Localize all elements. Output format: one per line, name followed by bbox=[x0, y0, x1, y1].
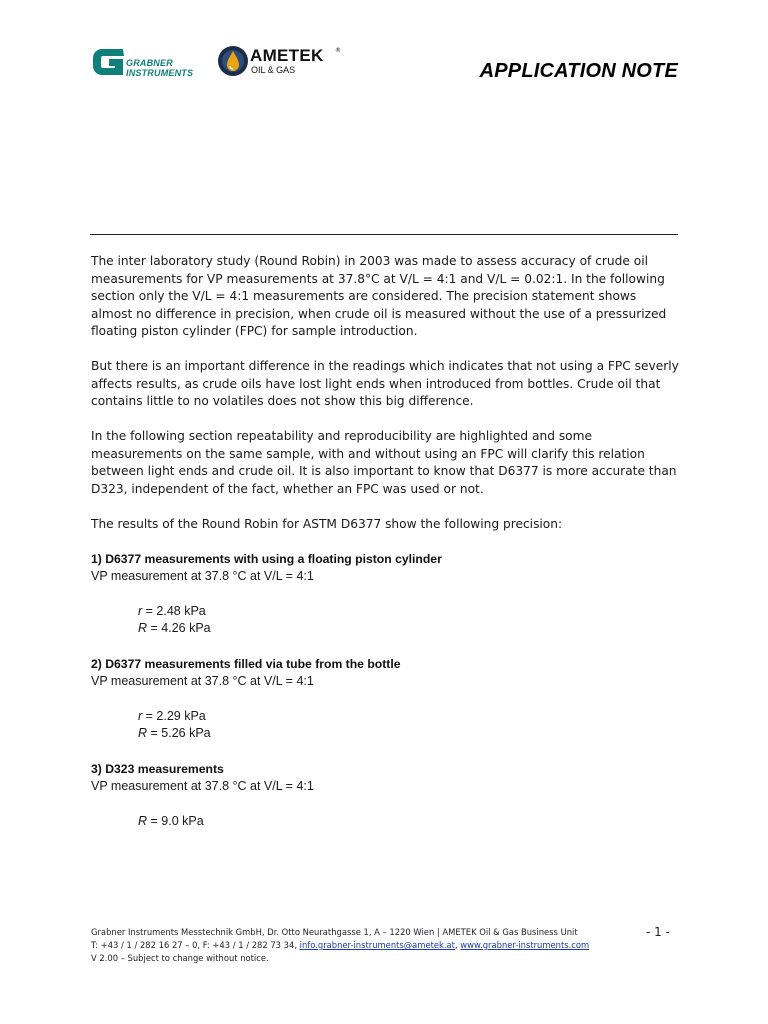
section-heading-3: 3) D323 measurements bbox=[91, 762, 224, 776]
precision-value bbox=[138, 620, 211, 638]
page-footer bbox=[91, 926, 651, 965]
grabner-logo bbox=[90, 43, 210, 83]
document-title: APPLICATION NOTE bbox=[479, 60, 678, 82]
grabner-logo-line1: GRABNER bbox=[126, 58, 173, 68]
paragraph-results-intro: The results of the Round Robin for ASTM D6377 show the following precision: bbox=[91, 517, 563, 531]
header-divider bbox=[90, 234, 678, 235]
precision-symbol: R bbox=[138, 621, 148, 635]
precision-value bbox=[138, 708, 206, 726]
ametek-logo bbox=[217, 44, 351, 80]
precision-symbol: r bbox=[138, 709, 143, 723]
precision-text: = 5.26 kPa bbox=[147, 726, 211, 740]
precision-symbol: R bbox=[138, 726, 148, 740]
precision-text: = 9.0 kPa bbox=[147, 814, 204, 828]
precision-symbol: R bbox=[138, 814, 148, 828]
ametek-oil-drop-icon bbox=[217, 45, 249, 77]
precision-text: = 4.26 kPa bbox=[147, 621, 211, 635]
footer-contact-line bbox=[91, 939, 651, 952]
precision-value bbox=[138, 725, 211, 743]
grabner-g-icon bbox=[90, 43, 128, 81]
footer-company-line: Grabner Instruments Messtechnik GmbH, Dr. Otto Neurathgasse 1, A – 1220 Wien | AMETEK Oil & Gas Business Unit bbox=[91, 927, 578, 937]
section-heading-2: 2) D6377 measurements filled via tube from the bottle bbox=[91, 657, 401, 671]
section-subline-1: VP measurement at 37.8 °C at V/L = 4:1 bbox=[91, 569, 314, 583]
grabner-logo-line2: INSTRUMENTS bbox=[126, 68, 194, 78]
section-heading-1: 1) D6377 measurements with using a floating piston cylinder bbox=[91, 552, 442, 566]
precision-value bbox=[138, 813, 204, 831]
precision-text: = 2.48 kPa bbox=[142, 604, 206, 618]
footer-phone-fax: T: +43 / 1 / 282 16 27 – 0, F: +43 / 1 / 282 73 34, bbox=[91, 940, 300, 950]
footer-separator: , bbox=[454, 940, 461, 950]
ametek-registered-mark: ® bbox=[335, 47, 341, 54]
section-subline-2: VP measurement at 37.8 °C at V/L = 4:1 bbox=[91, 674, 314, 688]
precision-value bbox=[138, 603, 206, 621]
paragraph-fpc-difference: But there is an important difference in the readings which indicates that not using a FPC severly affects results, as crude oils have lost light ends when introduced from bottles. Crude oil that contains little to no volatiles does not show this big difference. bbox=[91, 359, 679, 408]
footer-website-link[interactable]: www.grabner-instruments.com bbox=[460, 940, 590, 950]
precision-text: = 2.29 kPa bbox=[142, 709, 206, 723]
page-number: - 1 - bbox=[646, 925, 670, 939]
section-subline-3: VP measurement at 37.8 °C at V/L = 4:1 bbox=[91, 779, 314, 793]
footer-email-link[interactable]: info.grabner-instruments@ametek.at bbox=[299, 940, 455, 950]
paragraph-intro: The inter laboratory study (Round Robin) in 2003 was made to assess accuracy of crude oil measurements for VP measurements at 37.8°C at V/L = 4:1 and V/L = 0.02:1. In the following section only the V/L = 4:1 measurements are considered. The precision statement shows almost no difference in precision, when crude oil is measured without the use of a pressurized floating piston cylinder (FPC) for sample introduction. bbox=[91, 254, 667, 338]
ametek-logo-name: AMETEK bbox=[250, 46, 324, 65]
ametek-logo-division: OIL & GAS bbox=[251, 65, 296, 75]
paragraph-repeatability: In the following section repeatability and reproducibility are highlighted and some measurements on the same sample, with and without using an FPC will clarify this relation between light ends and crude oil. It is also important to know that D6377 is more accurate than D323, independent of the fact, whether an FPC was used or not. bbox=[91, 429, 677, 496]
precision-symbol: r bbox=[138, 604, 143, 618]
footer-version-line: V 2.00 – Subject to change without notice. bbox=[91, 953, 269, 963]
